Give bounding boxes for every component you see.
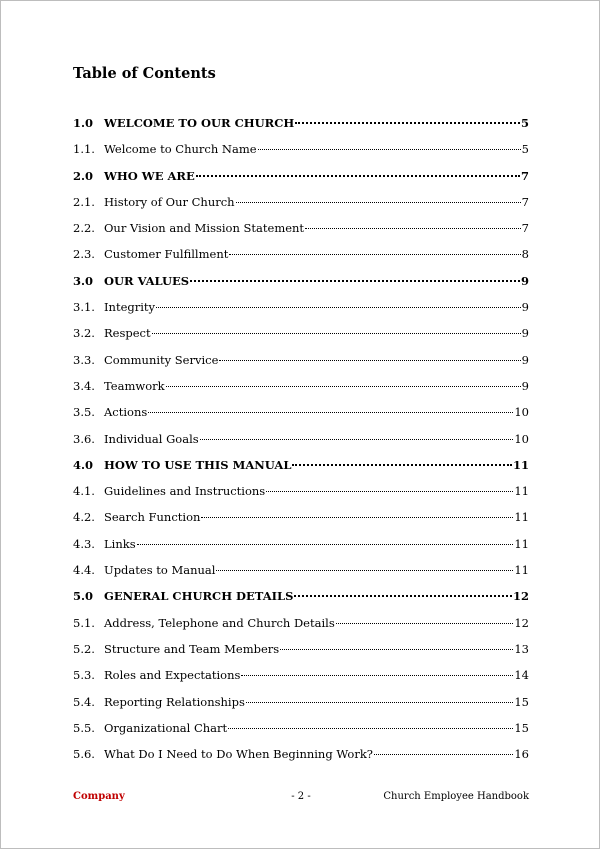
toc-entry-label: OUR VALUES: [104, 273, 190, 288]
toc-entry-label: Guidelines and Instructions: [104, 484, 266, 499]
toc-entry-label: WHO WE ARE: [104, 168, 195, 183]
toc-entry[interactable]: [73, 689, 529, 715]
toc-entry-label: Community Service: [104, 352, 219, 367]
toc-dot-leader: [201, 516, 513, 518]
toc-dot-leader: [156, 306, 521, 308]
page-footer: [73, 791, 529, 802]
toc-entry-page: 9: [521, 352, 529, 367]
toc-dot-leader: [295, 121, 520, 124]
toc-entry[interactable]: [73, 189, 529, 215]
toc-entry[interactable]: [73, 531, 529, 557]
toc-entry-label: Our Vision and Mission Statement: [104, 221, 305, 236]
toc-entry-page: 10: [514, 405, 529, 420]
toc-entry-label: Updates to Manual: [104, 563, 216, 578]
toc-entry-page: 11: [514, 510, 529, 525]
toc-entry-page: 14: [514, 668, 529, 683]
toc-dot-leader: [305, 227, 521, 229]
toc-entry-page: 12: [514, 615, 529, 630]
toc-dot-leader: [292, 463, 512, 466]
toc-entry-label: Structure and Team Members: [104, 641, 280, 656]
toc-entry-label: Roles and Expectations: [104, 668, 241, 683]
toc-dot-leader: [294, 594, 512, 597]
toc-entry-page: 16: [514, 747, 529, 762]
toc-entry[interactable]: [73, 320, 529, 346]
toc-dot-leader: [229, 253, 520, 255]
toc-entry-page: 15: [514, 694, 529, 709]
toc-entry-number: 3.3.: [73, 352, 95, 367]
toc-entry-page: 11: [514, 563, 529, 578]
toc-entry[interactable]: [73, 636, 529, 662]
toc-entry-page: 5: [521, 142, 529, 157]
toc-section-heading[interactable]: [73, 583, 529, 609]
toc-entry-number: 1.0: [73, 116, 94, 130]
toc-dot-leader: [374, 753, 513, 755]
toc-entry-label: Organizational Chart: [104, 720, 228, 735]
toc-entry[interactable]: [73, 426, 529, 452]
toc-entry-page: 10: [514, 431, 529, 446]
toc-entry-label: Customer Fulfillment: [104, 247, 229, 262]
toc-entry-label: Reporting Relationships: [104, 694, 245, 709]
toc-entry-label: History of Our Church: [104, 194, 235, 209]
toc-dot-leader: [166, 385, 521, 387]
toc-entry[interactable]: [73, 610, 529, 636]
toc-entry-number: 3.5.: [73, 405, 95, 420]
toc-entry-number: 3.6.: [73, 431, 95, 446]
toc-entry-label: Search Function: [104, 510, 201, 525]
toc-entry-number: 5.5.: [73, 720, 95, 735]
toc-entry-number: 5.2.: [73, 641, 95, 656]
toc-entry-label: Welcome to Church Name: [104, 142, 257, 157]
toc-entry-number: 5.4.: [73, 694, 95, 709]
toc-entry-number: 2.1.: [73, 194, 95, 209]
toc-dot-leader: [258, 148, 521, 150]
toc-entry-label: What Do I Need to Do When Beginning Work?: [104, 747, 373, 762]
toc-entry[interactable]: [73, 504, 529, 530]
toc-entry-page: 5: [520, 116, 529, 130]
toc-section-heading[interactable]: [73, 268, 529, 294]
toc-dot-leader: [216, 569, 513, 571]
toc-entry[interactable]: [73, 399, 529, 425]
toc-entry[interactable]: [73, 373, 529, 399]
toc-entry-label: HOW TO USE THIS MANUAL: [104, 457, 292, 472]
toc-dot-leader: [190, 279, 520, 282]
toc-entry-label: Links: [104, 536, 136, 551]
toc-section-heading[interactable]: [73, 452, 529, 478]
toc-entry-number: 5.6.: [73, 747, 95, 762]
toc-dot-leader: [280, 648, 513, 650]
toc-dot-leader: [200, 438, 514, 440]
toc-entry-label: Address, Telephone and Church Details: [104, 615, 335, 630]
toc-entry-page: 7: [521, 194, 529, 209]
toc-entry-number: 4.3.: [73, 536, 95, 551]
toc-entry-label: Integrity: [104, 300, 156, 315]
toc-dot-leader: [219, 359, 520, 361]
toc-dot-leader: [236, 201, 521, 203]
toc-entry[interactable]: [73, 662, 529, 688]
toc-entry-number: 5.0: [73, 589, 94, 604]
toc-entry-number: 2.0: [73, 168, 94, 183]
toc-entry-page: 11: [512, 457, 529, 472]
toc-entry[interactable]: [73, 557, 529, 583]
toc-entry[interactable]: [73, 741, 529, 767]
toc-entry-number: 2.3.: [73, 247, 95, 262]
toc-entry[interactable]: [73, 478, 529, 504]
toc-dot-leader: [148, 411, 513, 413]
toc-entry-label: GENERAL CHURCH DETAILS: [104, 589, 294, 604]
table-of-contents: [73, 110, 529, 767]
toc-entry-label: Respect: [104, 326, 151, 341]
toc-dot-leader: [137, 543, 514, 545]
toc-entry-label: WELCOME TO OUR CHURCH: [104, 116, 295, 130]
footer-page-number: - 2 -: [291, 791, 311, 802]
toc-entry-number: 3.0: [73, 273, 94, 288]
toc-entry-number: 3.4.: [73, 378, 95, 393]
toc-entry-page: 9: [520, 273, 529, 288]
toc-entry-label: Actions: [104, 405, 148, 420]
toc-entry[interactable]: [73, 715, 529, 741]
toc-entry-page: 9: [521, 300, 529, 315]
toc-dot-leader: [228, 727, 513, 729]
toc-entry-label: Teamwork: [104, 378, 165, 393]
toc-dot-leader: [336, 622, 514, 624]
toc-dot-leader: [246, 701, 514, 703]
footer-company: Company: [73, 791, 125, 802]
footer-document-title: Church Employee Handbook: [383, 791, 529, 802]
toc-dot-leader: [196, 174, 520, 177]
toc-entry-number: 1.1.: [73, 142, 95, 157]
toc-entry-label: Individual Goals: [104, 431, 199, 446]
toc-entry-page: 15: [514, 720, 529, 735]
toc-entry-number: 4.4.: [73, 563, 95, 578]
toc-section-heading[interactable]: [73, 163, 529, 189]
toc-entry-page: 11: [514, 484, 529, 499]
toc-dot-leader: [241, 674, 513, 676]
toc-section-heading[interactable]: [73, 110, 529, 136]
toc-entry-page: 11: [514, 536, 529, 551]
toc-entry-page: 12: [512, 589, 529, 604]
toc-entry-page: 13: [514, 641, 529, 656]
toc-entry[interactable]: [73, 215, 529, 241]
toc-entry-page: 9: [521, 378, 529, 393]
toc-title: Table of Contents: [73, 65, 216, 82]
toc-entry-page: 8: [521, 247, 529, 262]
toc-dot-leader: [152, 332, 521, 334]
toc-entry-number: 4.1.: [73, 484, 95, 499]
toc-entry-page: 9: [521, 326, 529, 341]
toc-entry-number: 4.0: [73, 457, 94, 472]
toc-entry-number: 5.1.: [73, 615, 95, 630]
toc-entry-number: 3.2.: [73, 326, 95, 341]
toc-entry-number: 3.1.: [73, 300, 95, 315]
toc-entry[interactable]: [73, 241, 529, 267]
toc-entry-number: 4.2.: [73, 510, 95, 525]
toc-dot-leader: [266, 490, 513, 492]
toc-entry[interactable]: [73, 347, 529, 373]
toc-entry-number: 2.2.: [73, 221, 95, 236]
toc-entry-page: 7: [521, 221, 529, 236]
toc-entry-page: 7: [520, 168, 529, 183]
toc-entry[interactable]: [73, 294, 529, 320]
toc-entry[interactable]: [73, 136, 529, 162]
toc-entry-number: 5.3.: [73, 668, 95, 683]
